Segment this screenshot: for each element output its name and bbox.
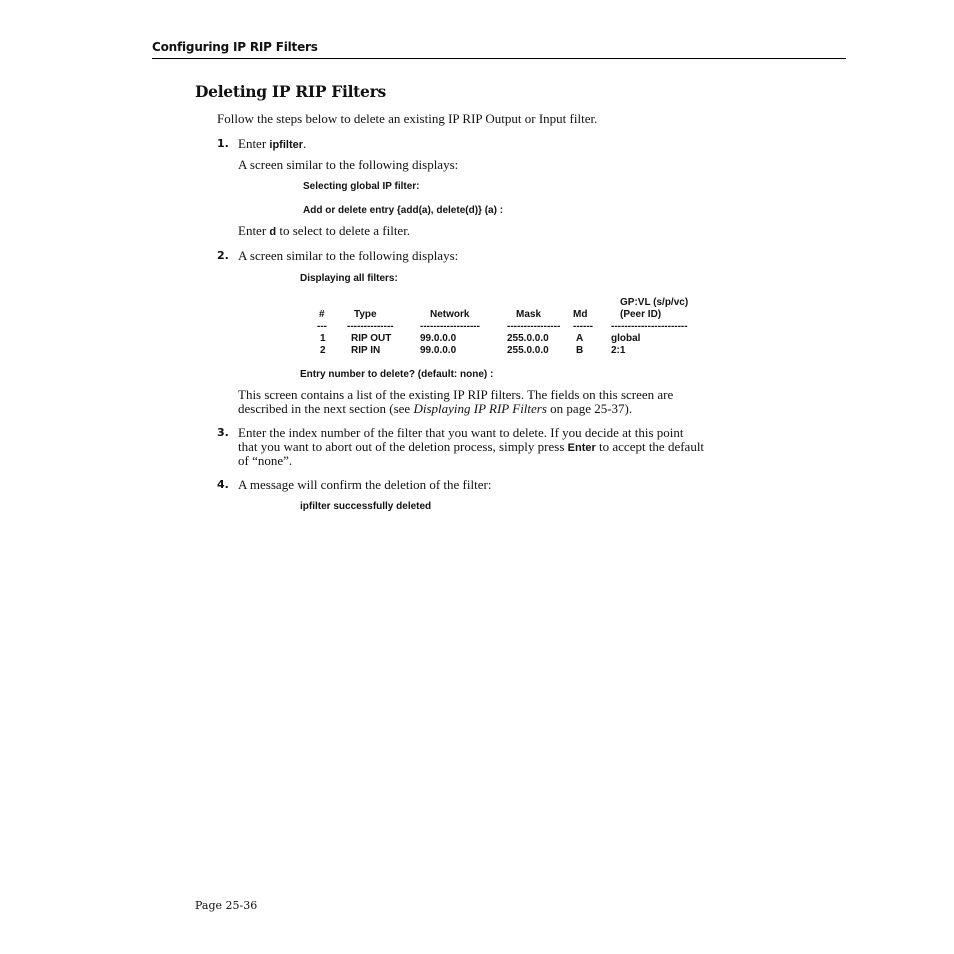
table-dash-mask: ---------------- (507, 321, 561, 332)
step-1-after-text (238, 223, 410, 239)
table-row-1-peer-id: global (611, 333, 641, 344)
table-dash-md: ------ (573, 321, 593, 332)
step-2-desc-link: Displaying IP RIP Filters (413, 401, 547, 416)
table-dash-num: --- (317, 321, 327, 332)
step-3-key: Enter (567, 442, 596, 454)
step-2-prompt: Entry number to delete? (default: none) : (300, 369, 494, 380)
step-1-after-suffix: to select to delete a filter. (276, 223, 411, 238)
table-row-2-peer-id: 2:1 (611, 345, 626, 356)
step-2-screen-title: Displaying all filters: (300, 273, 398, 284)
step-1-screen-intro: A screen similar to the following displays: (238, 157, 459, 172)
step-3-line-1: Enter the index number of the filter that you want to delete. If you decide at this point (238, 425, 684, 440)
table-row-2-network: 99.0.0.0 (420, 345, 457, 356)
step-2-number: 2. (217, 249, 229, 262)
table-row-1-mask: 255.0.0.0 (507, 333, 549, 344)
table-dash-network: ------------------ (420, 321, 480, 332)
table-dash-type: -------------- (347, 321, 394, 332)
page-number: Page 25-36 (195, 899, 258, 912)
step-3-line-2-suffix: to accept the default (595, 439, 705, 454)
table-dash-peer-id: ----------------------- (611, 321, 688, 332)
table-header-mask: Mask (516, 309, 542, 320)
table-row-1-network: 99.0.0.0 (420, 333, 457, 344)
table-row-2-md: B (576, 345, 584, 356)
table-row-1-md: A (576, 333, 584, 344)
step-3-line-2 (238, 439, 704, 455)
table-row-2-mask: 255.0.0.0 (507, 345, 549, 356)
step-1-prefix: Enter (238, 136, 270, 151)
step-1-after-key: d (269, 226, 277, 238)
table-header-md: Md (573, 309, 588, 320)
step-1-command: ipfilter (269, 139, 304, 151)
step-3-number: 3. (217, 426, 229, 439)
running-head: Configuring IP RIP Filters (152, 40, 318, 54)
table-row-1-type: RIP OUT (351, 333, 392, 344)
intro-paragraph: Follow the steps below to delete an existing IP RIP Output or Input filter. (217, 111, 598, 126)
section-title: Deleting IP RIP Filters (195, 82, 386, 101)
step-2-desc-line-2 (238, 401, 632, 417)
table-header-num: # (319, 309, 325, 320)
step-3-line-2-prefix: that you want to abort out of the deletion process, simply press (238, 439, 568, 454)
step-2-desc-prefix: described in the next section (see (238, 401, 414, 416)
step-1-after-prefix: Enter (238, 223, 270, 238)
table-row-2-type: RIP IN (351, 345, 381, 356)
step-4-screen-line: ipfilter successfully deleted (300, 501, 432, 512)
step-4-text: A message will confirm the deletion of the filter: (238, 477, 492, 492)
step-1-text (238, 136, 306, 152)
step-2-desc-line-1: This screen contains a list of the existing IP RIP filters. The fields on this screen are (238, 387, 674, 402)
table-row-2-num: 2 (320, 345, 326, 356)
table-header-type: Type (354, 309, 377, 320)
step-2-screen-intro: A screen similar to the following displays: (238, 248, 459, 263)
table-header-peer-id: (Peer ID) (620, 309, 662, 320)
step-1-number: 1. (217, 137, 229, 150)
table-header-top: GP:VL (s/p/vc) (620, 297, 689, 308)
table-row-1-num: 1 (320, 333, 326, 344)
step-1-screen-line-1: Selecting global IP filter: (303, 181, 420, 192)
step-1-screen-line-2: Add or delete entry {add(a), delete(d)} (a) : (303, 205, 504, 216)
step-4-number: 4. (217, 478, 229, 491)
header-rule (152, 58, 846, 59)
table-header-network: Network (430, 309, 470, 320)
step-2-desc-suffix: on page 25-37). (546, 401, 633, 416)
step-3-line-3: of “none”. (238, 453, 293, 468)
step-1-suffix: . (303, 136, 307, 151)
